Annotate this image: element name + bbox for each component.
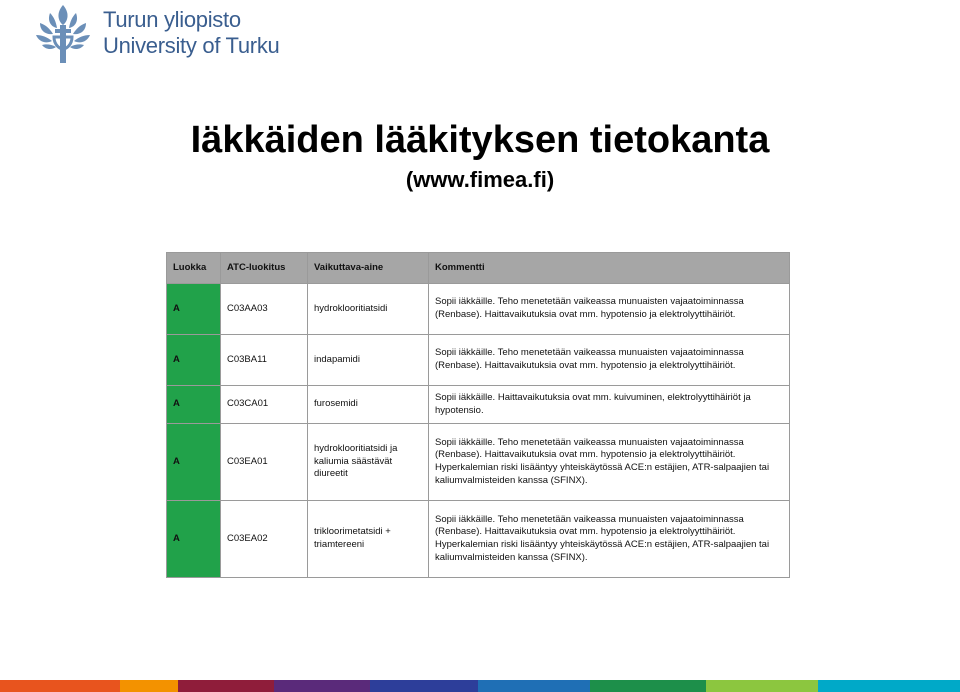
- logo-wordmark: [103, 7, 279, 59]
- class-cell: A: [167, 386, 221, 424]
- class-cell: A: [167, 501, 221, 578]
- column-header-substance: Vaikuttava-aine: [308, 253, 429, 284]
- university-logo: [34, 3, 280, 65]
- color-bar-segment: [0, 680, 120, 692]
- class-cell: A: [167, 284, 221, 335]
- page-subtitle: (www.fimea.fi): [405, 167, 555, 192]
- substance-cell: indapamidi: [308, 335, 429, 386]
- table-row: [167, 501, 790, 578]
- color-bar-segment: [370, 680, 478, 692]
- column-header-atc: ATC-luokitus: [221, 253, 308, 284]
- torch-icon: [34, 3, 92, 65]
- color-bar-segment: [818, 680, 960, 692]
- bottom-color-bar: [0, 680, 960, 692]
- comment-cell: Sopii iäkkäille. Teho menetetään vaikeassa munuaisten vajaatoiminnassa (Renbase). Haittavaikutuksia ovat mm. hypotensio ja elektrolyyttihäiriöt.: [429, 335, 790, 386]
- table-row: [167, 386, 790, 424]
- color-bar-segment: [178, 680, 274, 692]
- logo-line-english: University of Turku: [103, 33, 280, 58]
- color-bar-segment: [706, 680, 818, 692]
- table-row: [167, 424, 790, 501]
- substance-cell: furosemidi: [308, 386, 429, 424]
- column-header-luokka: Luokka: [167, 253, 221, 284]
- atc-cell: C03EA02: [221, 501, 308, 578]
- class-cell: A: [167, 424, 221, 501]
- substance-cell: hydroklooritiatsidi ja kaliumia säästävät diureetit: [308, 424, 429, 501]
- comment-cell: Sopii iäkkäille. Haittavaikutuksia ovat mm. kuivuminen, elektrolyyttihäiriöt ja hypotensio.: [429, 386, 790, 424]
- table-row: [167, 284, 790, 335]
- atc-cell: C03BA11: [221, 335, 308, 386]
- class-cell: A: [167, 335, 221, 386]
- column-header-comment: Kommentti: [429, 253, 790, 284]
- color-bar-segment: [120, 680, 178, 692]
- comment-cell: Sopii iäkkäille. Teho menetetään vaikeassa munuaisten vajaatoiminnassa (Renbase). Haittavaikutuksia ovat mm. hypotensio ja elektrolyyttihäiriöt. Hyperkalemian riski lisääntyy yhteiskäytössä ACE:n estäjien, ATR-salpaajien tai kaliumvalmisteiden kanssa (SFINX).: [429, 424, 790, 501]
- table-header-row: [167, 253, 790, 284]
- table-row: [167, 335, 790, 386]
- atc-cell: C03AA03: [221, 284, 308, 335]
- color-bar-segment: [590, 680, 706, 692]
- comment-cell: Sopii iäkkäille. Teho menetetään vaikeassa munuaisten vajaatoiminnassa (Renbase). Haittavaikutuksia ovat mm. hypotensio ja elektrolyyttihäiriöt. Hyperkalemian riski lisääntyy yhteiskäytössä ACE:n estäjien, ATR-salpaajien tai kaliumvalmisteiden kanssa (SFINX).: [429, 501, 790, 578]
- substance-cell: hydroklooritiatsidi: [308, 284, 429, 335]
- drug-table: [166, 252, 790, 578]
- page-title: Iäkkäiden lääkityksen tietokanta: [190, 119, 770, 161]
- color-bar-segment: [478, 680, 590, 692]
- atc-cell: C03EA01: [221, 424, 308, 501]
- logo-line-finnish: Turun yliopisto: [103, 7, 241, 32]
- substance-cell: trikloorimetatsidi + triamtereeni: [308, 501, 429, 578]
- comment-cell: Sopii iäkkäille. Teho menetetään vaikeassa munuaisten vajaatoiminnassa (Renbase). Haittavaikutuksia ovat mm. hypotensio ja elektrolyyttihäiriöt.: [429, 284, 790, 335]
- atc-cell: C03CA01: [221, 386, 308, 424]
- color-bar-segment: [274, 680, 370, 692]
